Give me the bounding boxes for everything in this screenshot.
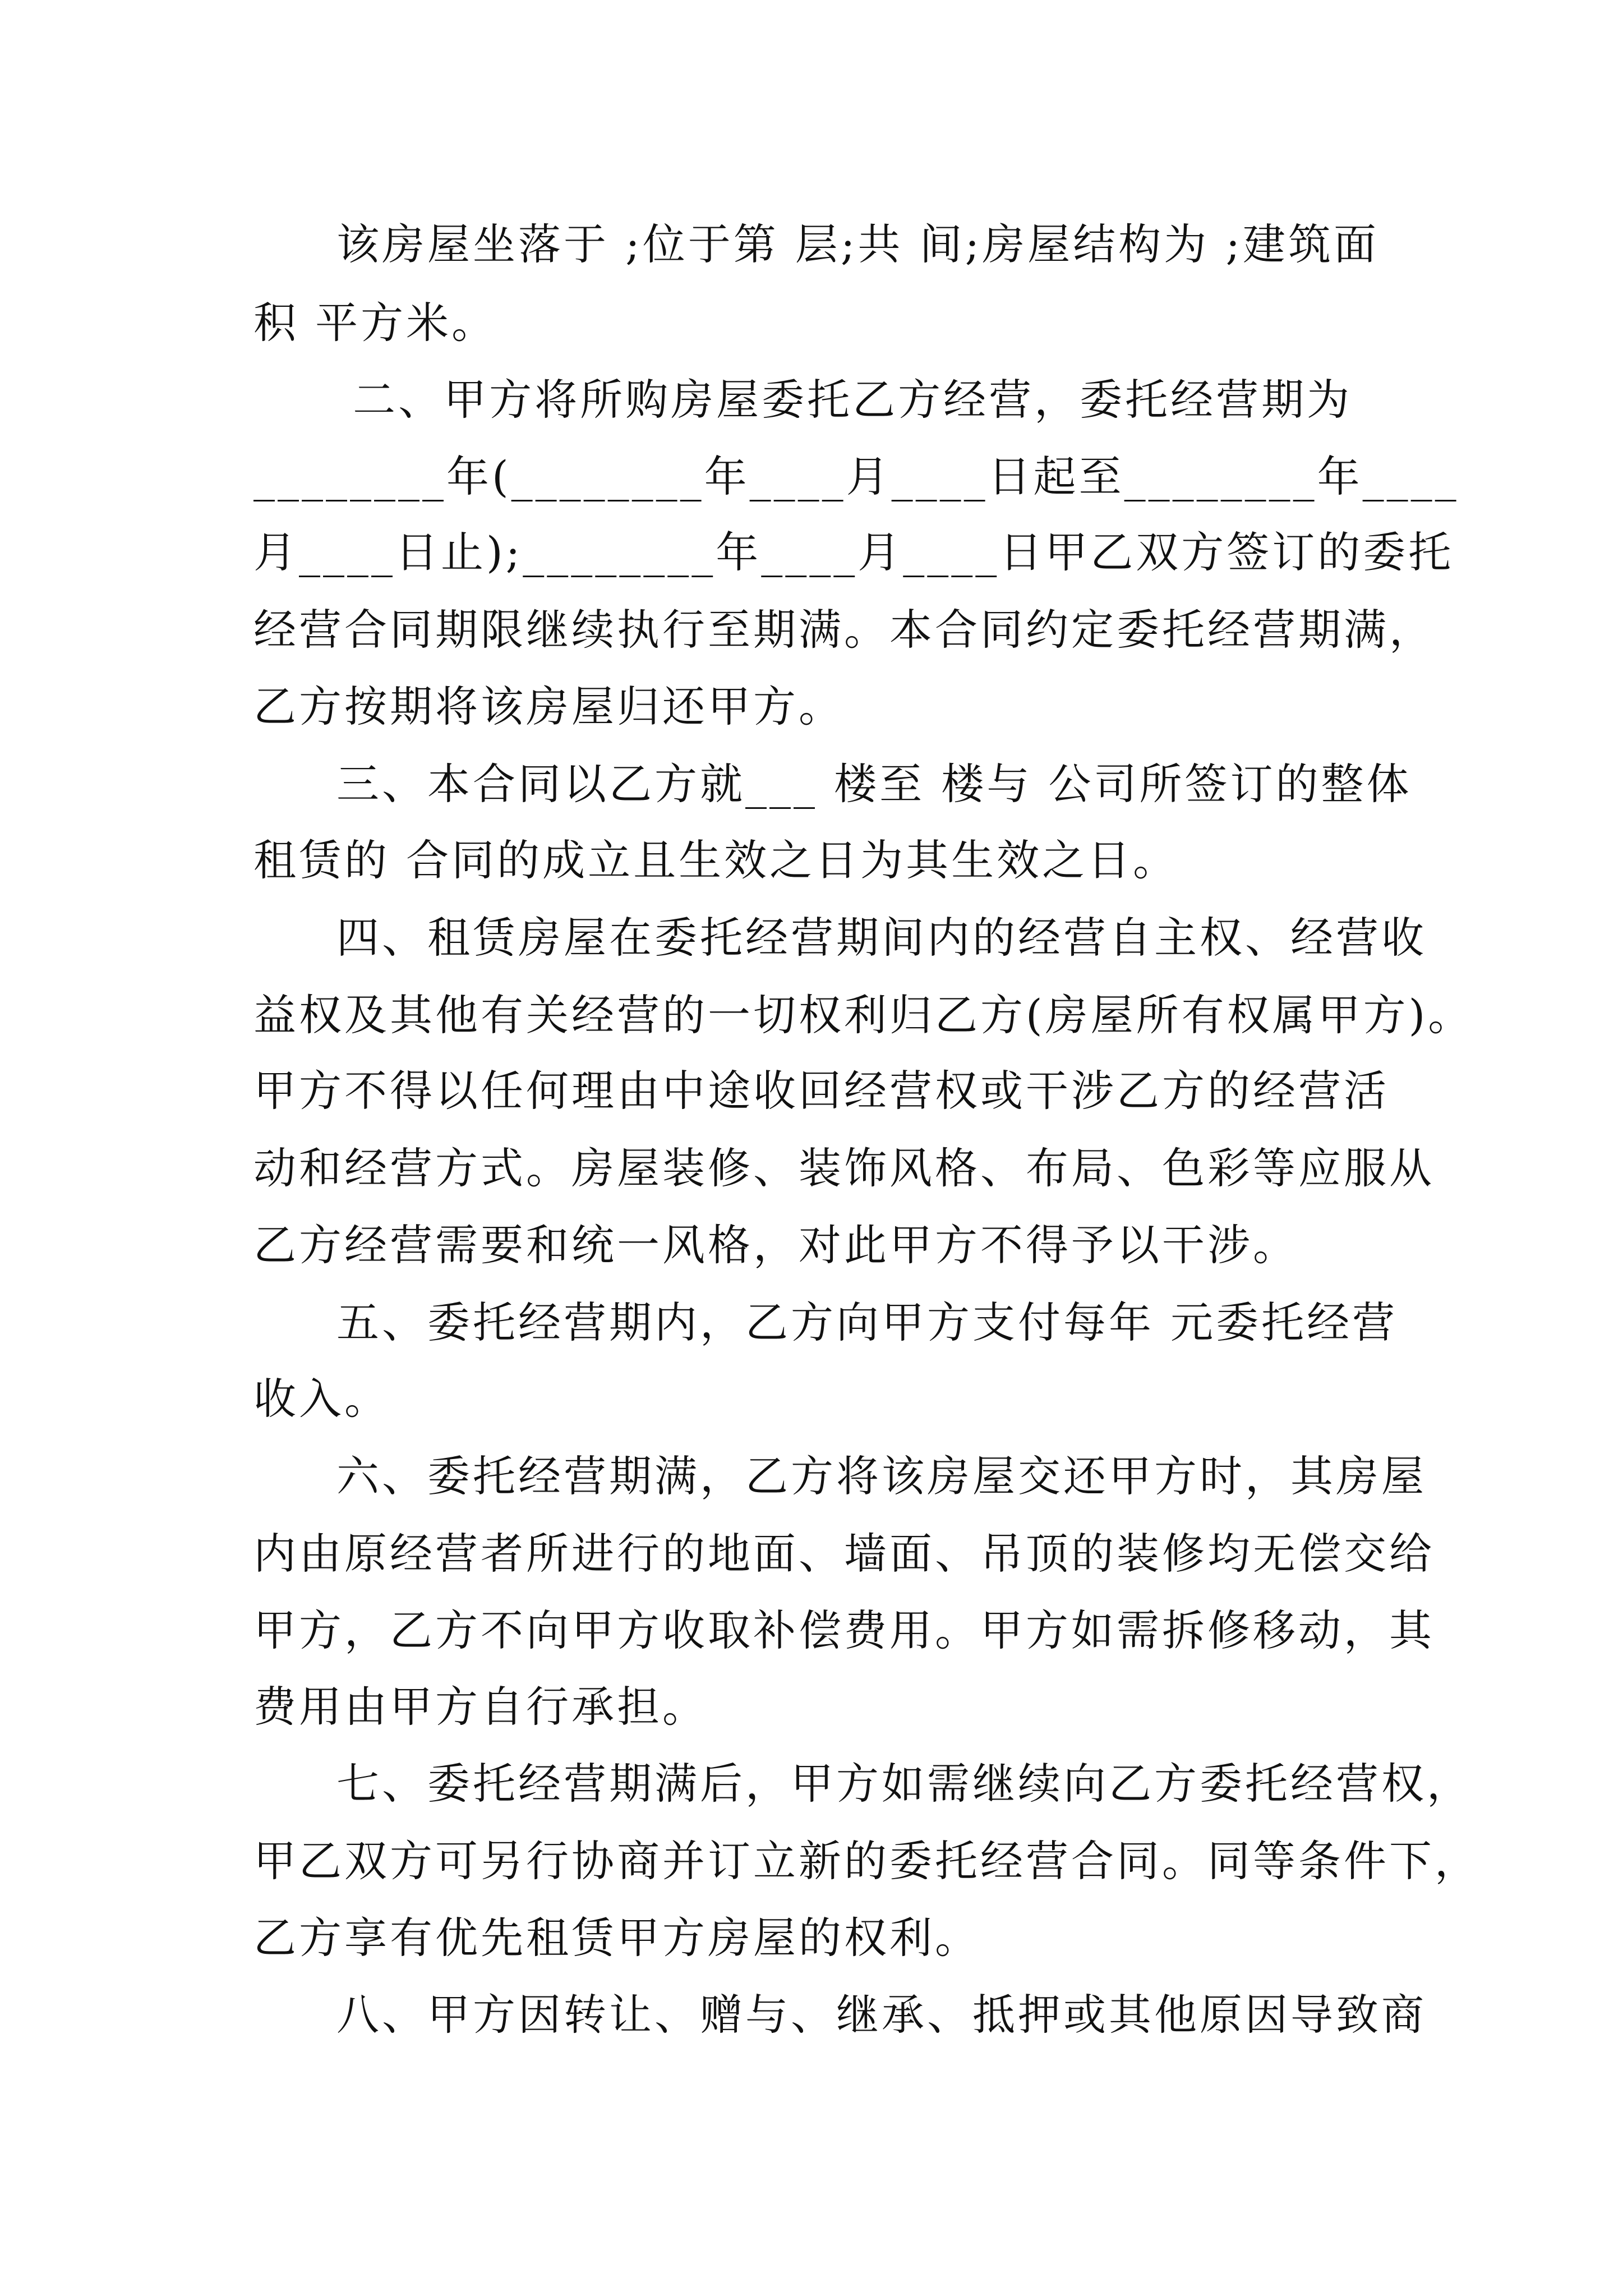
text-line: 四、租赁房屋在委托经营期间内的经营自主权、经营收 <box>336 913 1427 963</box>
text-line: 租赁的 合同的成立且生效之日为其生效之日。 <box>253 835 1179 885</box>
text-line: 七、委托经营期满后，甲方如需继续向乙方委托经营权， <box>336 1759 1472 1809</box>
text-line: 经营合同期限继续执行至期满。本合同约定委托经营期满， <box>253 605 1435 655</box>
text-line: ________年(________年____月____日起至________年____ <box>253 452 1459 501</box>
text-line: 六、委托经营期满，乙方将该房屋交还甲方时，其房屋 <box>336 1451 1427 1501</box>
text-line: 三、本合同以乙方就___ 楼至 楼与 公司所签订的整体 <box>336 759 1412 809</box>
text-line: 二、甲方将所购房屋委托乙方经营，委托经营期为 <box>336 375 1353 425</box>
text-line: 五、委托经营期内，乙方向甲方支付每年 元委托经营 <box>336 1297 1398 1347</box>
text-line: 动和经营方式。房屋装修、装饰风格、布局、色彩等应服从 <box>253 1143 1435 1193</box>
text-line: 乙方按期将该房屋归还甲方。 <box>253 682 844 731</box>
text-line: 该房屋坐落于 ;位于第 层;共 间;房屋结构为 ;建筑面 <box>336 219 1380 269</box>
text-line: 内由原经营者所进行的地面、墙面、吊顶的装修均无偿交给 <box>253 1529 1435 1579</box>
text-line: 月____日止);________年____月____日甲乙双方签订的委托 <box>253 527 1454 577</box>
text-line: 乙方享有优先租赁甲方房屋的权利。 <box>253 1913 980 1963</box>
text-line: 甲方不得以任何理由中途收回经营权或干涉乙方的经营活 <box>253 1066 1389 1116</box>
text-line: 积 平方米。 <box>253 298 497 348</box>
text-line: 八、甲方因转让、赠与、继承、抵押或其他原因导致商 <box>336 1990 1427 2040</box>
text-line: 甲乙双方可另行协商并订立新的委托经营合同。同等条件下， <box>253 1836 1480 1886</box>
text-line: 甲方，乙方不向甲方收取补偿费用。甲方如需拆修移动，其 <box>253 1605 1435 1655</box>
text-line: 益权及其他有关经营的一切权利归乙方(房屋所有权属甲方)。 <box>253 990 1474 1040</box>
text-line: 费用由甲方自行承担。 <box>253 1682 708 1732</box>
text-line: 收入。 <box>253 1374 390 1424</box>
text-line: 乙方经营需要和统一风格，对此甲方不得予以干涉。 <box>253 1220 1298 1270</box>
